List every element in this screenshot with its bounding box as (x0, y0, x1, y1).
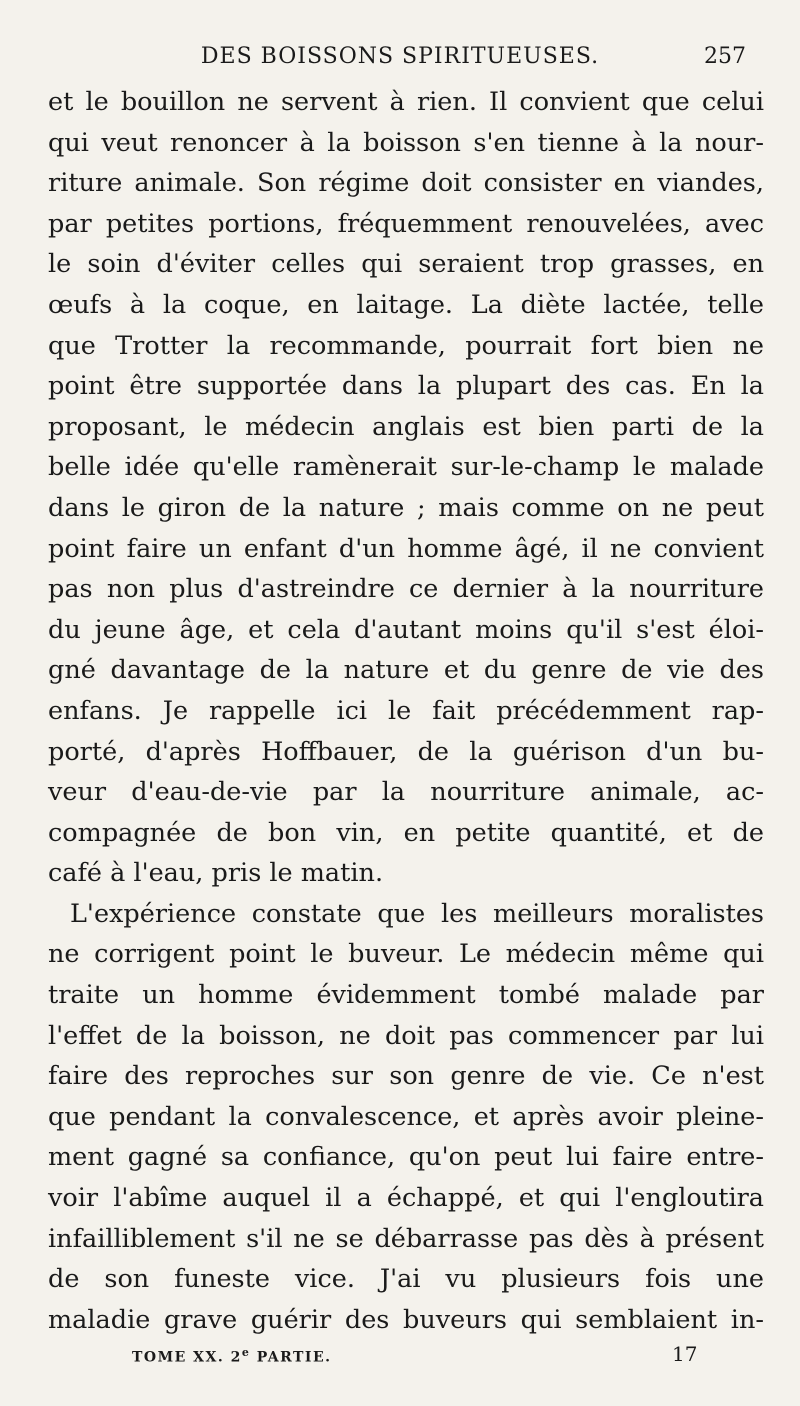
text-line: que pendant la convalescence, et après avoir pleine- (48, 1101, 764, 1132)
running-title: DES BOISSONS SPIRITUEUSES. (200, 44, 600, 69)
paragraph-1 (48, 82, 764, 894)
page-footer (0, 1336, 800, 1376)
text-line: proposant, le médecin anglais est bien parti de la (48, 411, 764, 442)
text-line: qui veut renoncer à la boisson s'en tienne à la nour- (48, 127, 764, 158)
text-line: traite un homme évidemment tombé malade par (48, 980, 764, 1011)
text-line: l'effet de la boisson, ne doit pas commencer par lui (48, 1020, 764, 1051)
signature-superscript: e (241, 1346, 251, 1359)
text-line: ment gagné sa confiance, qu'on peut lui faire entre- (48, 1142, 764, 1173)
text-line: L'expérience constate que les meilleurs moralistes (70, 898, 764, 929)
text-line: maladie grave guérir des buveurs qui semblaient in- (48, 1304, 764, 1335)
text-line: le soin d'éviter celles qui seraient trop grasses, en (48, 249, 764, 280)
signature-volume: TOME XX. 2 (132, 1349, 242, 1366)
page-number: 257 (704, 44, 746, 69)
text-line: point faire un enfant d'un homme âgé, il ne convient (48, 533, 764, 564)
text-line: de son funeste vice. J'ai vu plusieurs fois une (48, 1264, 764, 1295)
body-text (48, 82, 764, 1340)
text-line: belle idée qu'elle ramènerait sur-le-champ le malade (48, 452, 764, 483)
text-line: faire des reproches sur son genre de vie. Ce n'est (48, 1061, 764, 1092)
text-line: point être supportée dans la plupart des cas. En la (48, 371, 764, 402)
text-line: gné davantage de la nature et du genre de vie des (48, 655, 764, 686)
text-line: porté, d'après Hoffbauer, de la guérison d'un bu- (48, 736, 764, 767)
text-line: compagnée de bon vin, en petite quantité, et de (48, 817, 764, 848)
text-line: riture animale. Son régime doit consister en viandes, (48, 168, 764, 199)
text-line: enfans. Je rappelle ici le fait précédemment rap- (48, 695, 764, 726)
page-header (0, 36, 800, 76)
text-line: dans le giron de la nature ; mais comme on ne peut (48, 492, 764, 523)
signature-mark (132, 1346, 332, 1366)
text-line: voir l'abîme auquel il a échappé, et qui l'engloutira (48, 1183, 764, 1214)
text-line: ne corrigent point le buveur. Le médecin même qui (48, 939, 764, 970)
text-line: du jeune âge, et cela d'autant moins qu'il s'est éloi- (48, 614, 764, 645)
gathering-number: 17 (672, 1342, 698, 1366)
text-line: et le bouillon ne servent à rien. Il convient que celui (48, 87, 764, 117)
signature-part: PARTIE. (250, 1349, 332, 1366)
text-line: que Trotter la recommande, pourrait fort bien ne (48, 330, 764, 361)
text-line: œufs à la coque, en laitage. La diète lactée, telle (48, 289, 764, 320)
text-line: par petites portions, fréquemment renouvelées, avec (48, 208, 764, 239)
text-line: veur d'eau-de-vie par la nourriture animale, ac- (48, 777, 764, 808)
text-line: infailliblement s'il ne se débarrasse pas dès à présent (48, 1223, 764, 1254)
text-line: café à l'eau, pris le matin. (48, 858, 384, 889)
paragraph-2 (48, 894, 764, 1341)
text-line: pas non plus d'astreindre ce dernier à la nourriture (48, 574, 764, 605)
